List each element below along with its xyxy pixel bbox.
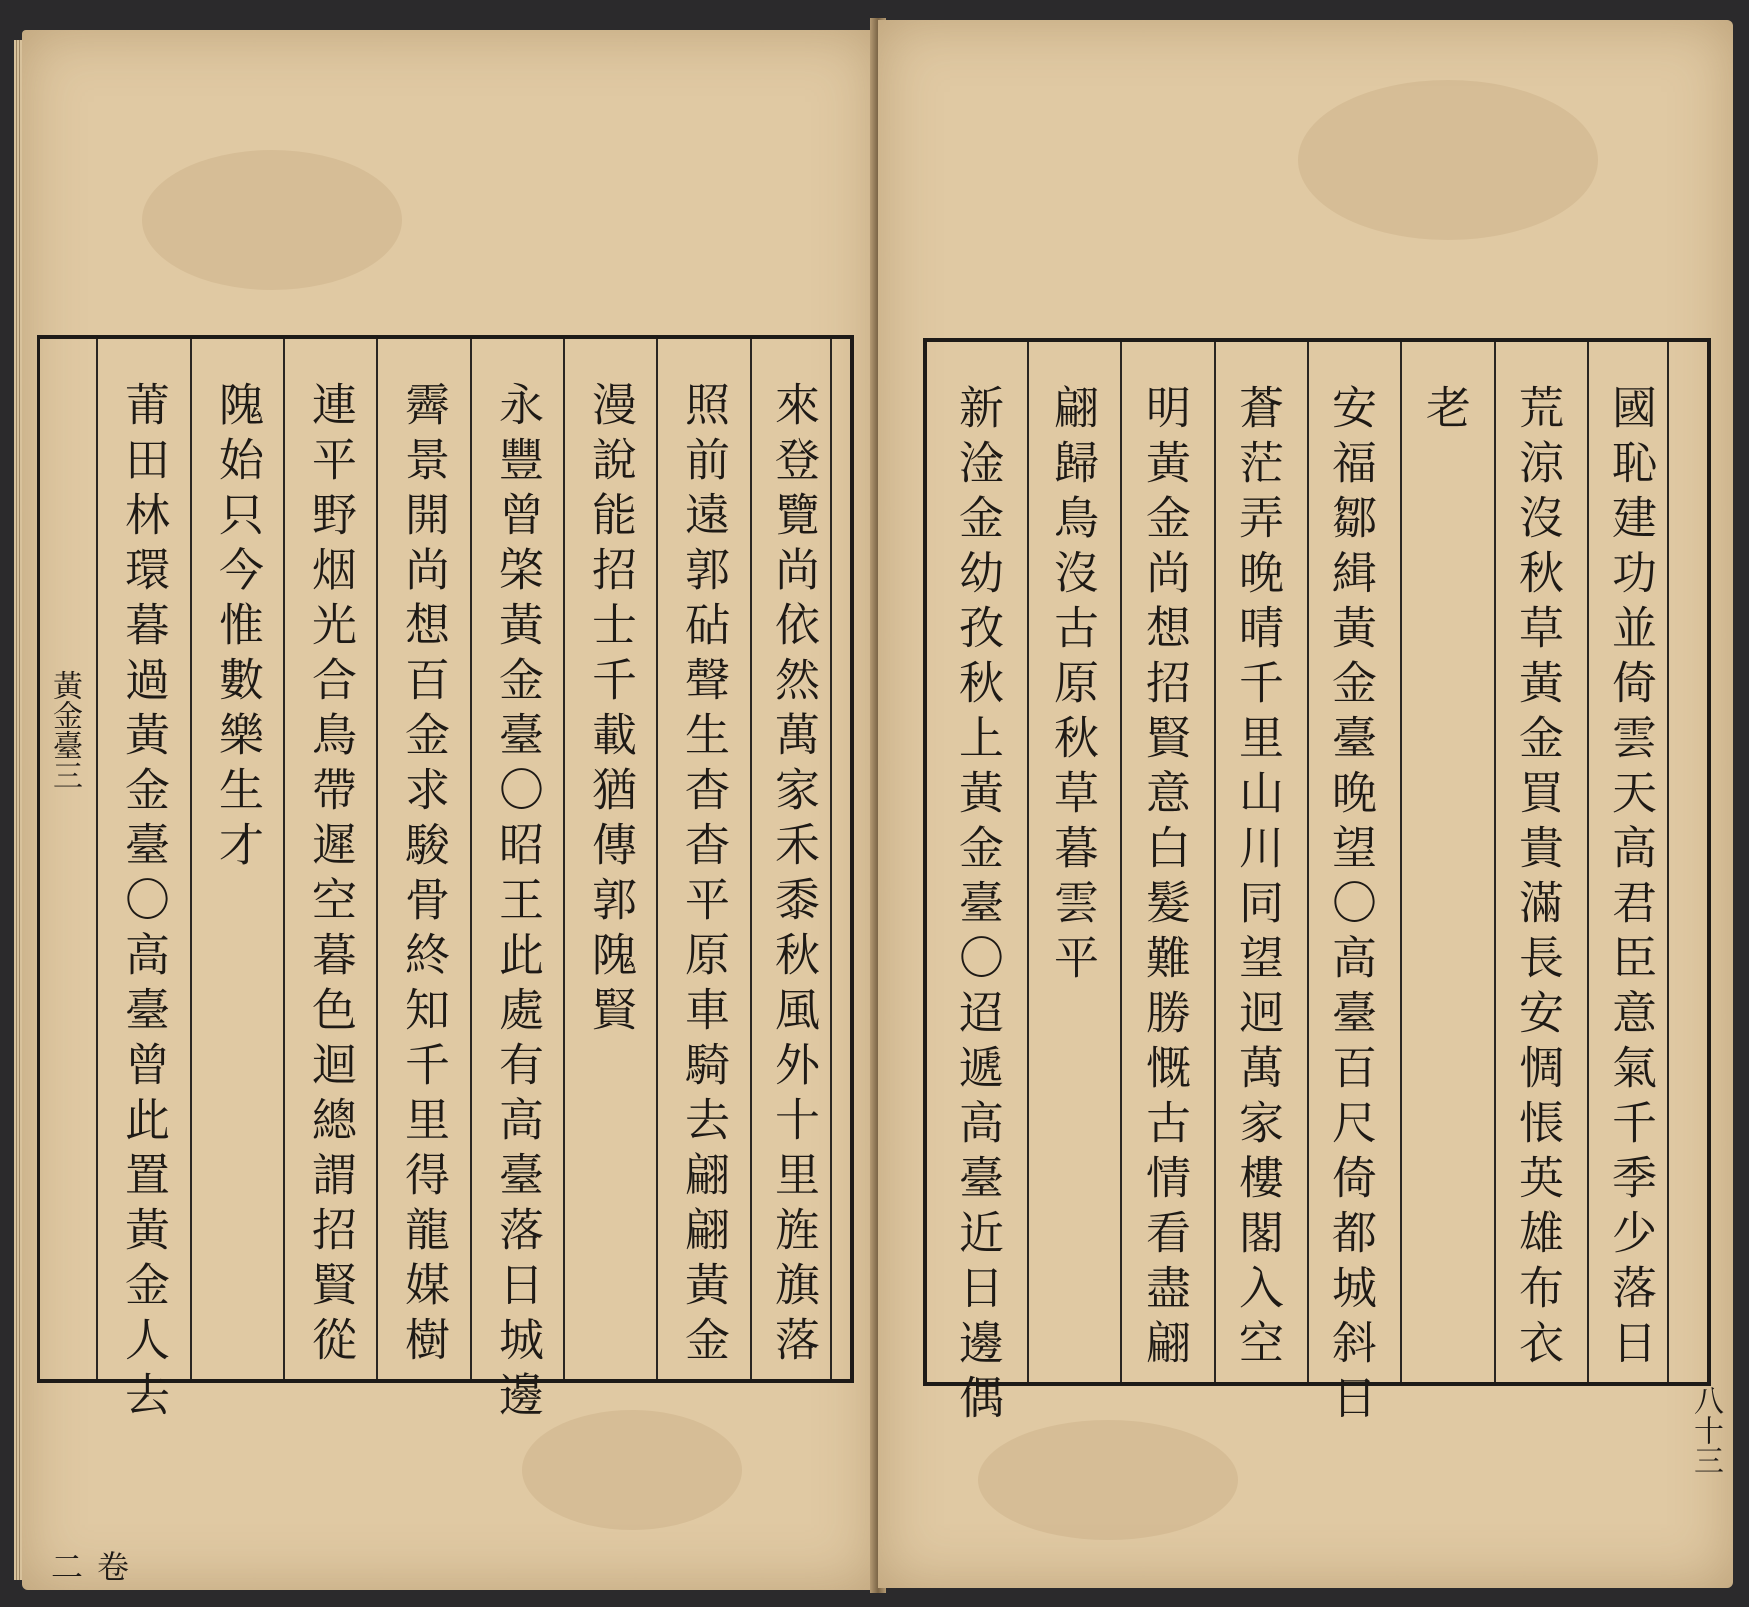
column-rule xyxy=(563,339,565,1379)
column-rule xyxy=(1587,342,1589,1382)
paper-stain xyxy=(142,150,402,290)
column-rule xyxy=(96,339,98,1379)
column-rule xyxy=(1667,342,1669,1382)
paper-stain xyxy=(978,1420,1238,1540)
text-column: 霽景開尚想百金求駿骨終知千里得龍媒樹 xyxy=(397,381,450,1371)
text-column: 照前遠郭砧聲生杳杳平原車騎去翩翩黃金 xyxy=(677,381,730,1371)
column-rule xyxy=(190,339,192,1379)
column-rule xyxy=(1120,342,1122,1382)
left-page xyxy=(22,30,877,1590)
column-rule xyxy=(1307,342,1309,1382)
fold-title: 黃金臺三 xyxy=(47,670,82,790)
text-column: 蒼茫弄晚晴千里山川同望迥萬家樓閣入空 xyxy=(1231,384,1284,1374)
column-rule xyxy=(283,339,285,1379)
text-column: 隗始只今惟數樂生才 xyxy=(211,381,264,876)
printed-frame xyxy=(923,338,1711,1429)
paper-stain xyxy=(522,1410,742,1530)
text-column: 新淦金幼孜秋上黃金臺〇迢遞高臺近日邊偶 xyxy=(951,384,1004,1429)
text-column: 明黃金尚想招賢意白髮難勝慨古情看盡翩 xyxy=(1138,384,1191,1374)
column-rule xyxy=(470,339,472,1379)
text-column: 連平野烟光合鳥帶遲空暮色迴總謂招賢從 xyxy=(304,381,357,1371)
column-rule xyxy=(830,339,832,1379)
text-column: 翩歸鳥沒古原秋草暮雲平 xyxy=(1046,384,1099,989)
text-column: 安福鄒緝黃金臺晚望〇高臺百尺倚都城斜日 xyxy=(1324,384,1377,1429)
text-column: 荒涼沒秋草黃金買貴滿長安惆悵英雄布衣 xyxy=(1511,384,1564,1374)
text-column: 永豐曾棨黃金臺〇昭王此處有高臺落日城邊 xyxy=(491,381,544,1426)
text-column: 老 xyxy=(1418,384,1471,439)
text-column: 莆田林環暮過黃金臺〇高臺曾此置黃金人去 xyxy=(117,381,170,1426)
text-column: 國恥建功並倚雲天高君臣意氣千季少落日 xyxy=(1604,384,1657,1374)
column-rule xyxy=(656,339,658,1379)
printed-frame xyxy=(37,335,854,1426)
right-page xyxy=(878,20,1733,1588)
column-rule xyxy=(1494,342,1496,1382)
column-rule xyxy=(1400,342,1402,1382)
column-rule xyxy=(750,339,752,1379)
column-rule xyxy=(1214,342,1216,1382)
text-column: 漫說能招士千載猶傳郭隗賢 xyxy=(584,381,637,1041)
text-column: 來登覽尚依然萬家禾黍秋風外十里旌旗落 xyxy=(767,381,820,1371)
column-rule xyxy=(1027,342,1029,1382)
fold-volume-label: 卷二 xyxy=(46,1550,130,1582)
paper-stain xyxy=(1298,80,1598,240)
column-rule xyxy=(376,339,378,1379)
fold-page-number: 八十三 xyxy=(1688,1385,1723,1475)
